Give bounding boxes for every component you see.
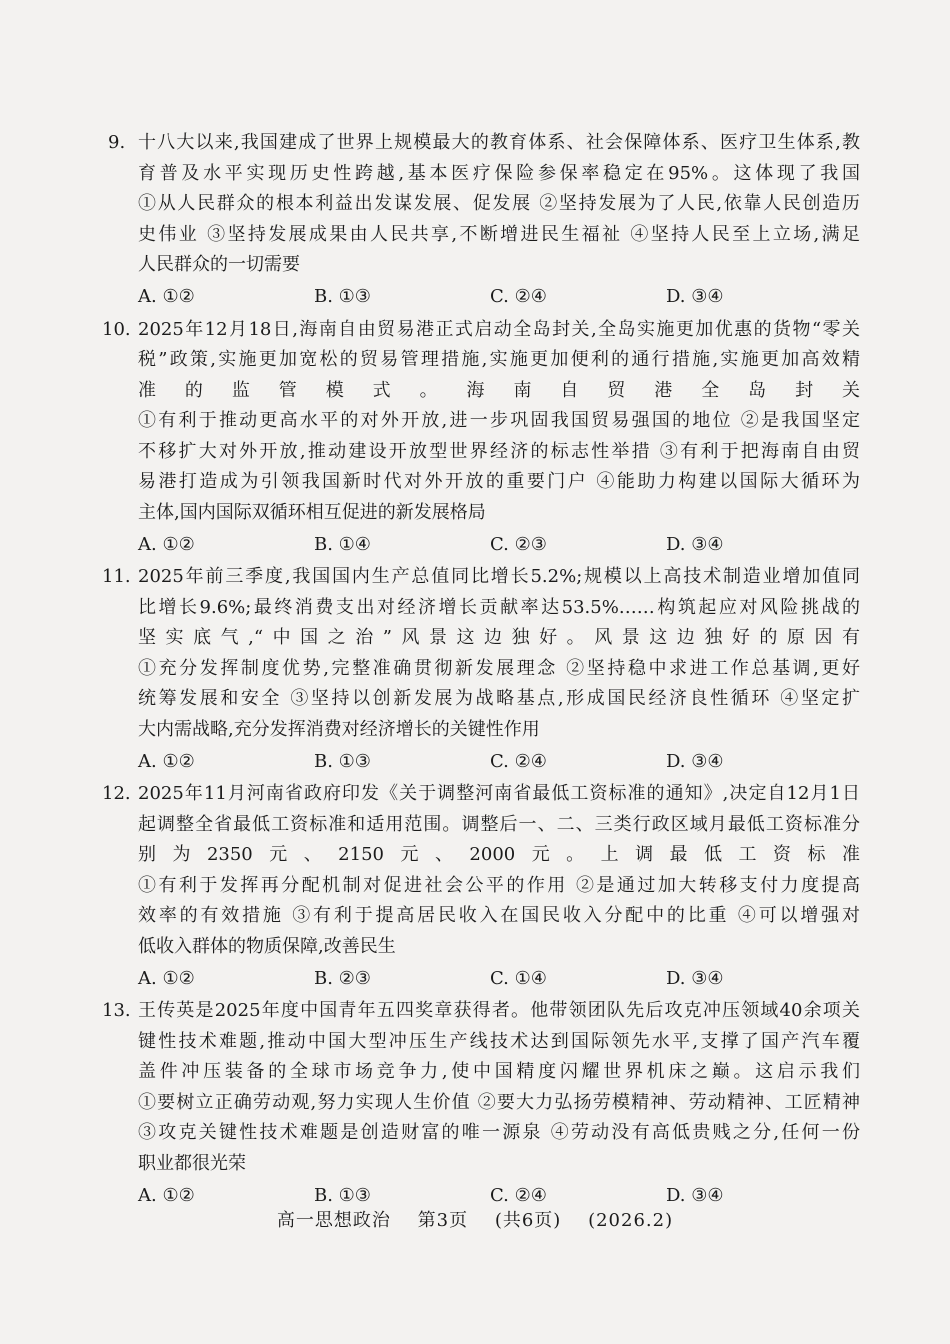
question-stem-first-line bbox=[100, 779, 860, 810]
answer-options bbox=[100, 745, 860, 777]
question-stem-line: 低收入群体的物质保障,改善民生 bbox=[138, 935, 396, 957]
answer-option-d: D. ③④ bbox=[666, 967, 724, 989]
answer-option-a: A. ①② bbox=[138, 967, 195, 989]
question-stem-line: 坚实底气,“中国之治”风景这边独好。风景这边独好的原因有 bbox=[138, 627, 860, 648]
question-stem-first-line bbox=[100, 128, 860, 159]
question-9 bbox=[100, 128, 860, 313]
page-footer bbox=[0, 1206, 950, 1232]
answer-option-b: B. ①③ bbox=[314, 1184, 371, 1206]
question-stem-line: 主体,国内国际双循环相互促进的新发展格局 bbox=[138, 501, 486, 523]
question-stem-line: 大内需战略,充分发挥消费对经济增长的关键性作用 bbox=[138, 718, 540, 740]
answer-options bbox=[100, 962, 860, 994]
question-stem-line: 统筹发展和安全 ③坚持以创新发展为战略基点,形成国民经济良性循环 ④坚定扩 bbox=[138, 688, 860, 709]
question-stem-line: 职业都很光荣 bbox=[138, 1152, 246, 1174]
question-stem-line: ①要树立正确劳动观,努力实现人生价值 ②要大力弘扬劳模精神、劳动精神、工匠精神 bbox=[138, 1091, 860, 1113]
answer-option-b: B. ①③ bbox=[314, 286, 371, 307]
answer-option-c: C. ①④ bbox=[490, 967, 547, 989]
answer-options bbox=[100, 528, 860, 560]
question-stem-text: 2025年前三季度,我国国内生产总值同比增长5.2%;规模以上高技术制造业增加值同 bbox=[138, 566, 860, 587]
question-10 bbox=[100, 315, 860, 561]
answer-option-c: C. ②④ bbox=[490, 286, 547, 307]
question-stem-text: 2025年12月18日,海南自由贸易港正式启动全岛封关,全岛实施更加优惠的货物“零关 bbox=[138, 318, 860, 340]
answer-option-c: C. ②③ bbox=[490, 533, 547, 555]
question-list bbox=[100, 128, 860, 1213]
answer-option-a: A. ①② bbox=[138, 533, 195, 555]
answer-option-b: B. ①④ bbox=[314, 533, 371, 555]
question-number: 11. bbox=[102, 566, 131, 587]
question-stem-line: 准的监管模式。海南自贸港全岛封关 bbox=[138, 379, 860, 401]
question-stem-line: 史伟业 ③坚持发展成果由人民共享,不断增进民生福祉 ④坚持人民至上立场,满足 bbox=[138, 223, 860, 245]
question-stem-first-line bbox=[100, 562, 860, 593]
question-stem-line: ①充分发挥制度优势,完整准确贯彻新发展理念 ②坚持稳中求进工作总基调,更好 bbox=[138, 657, 860, 679]
footer-page-number: 第3页 bbox=[417, 1210, 469, 1231]
answer-option-a: A. ①② bbox=[138, 286, 195, 307]
answer-option-d: D. ③④ bbox=[666, 533, 724, 555]
question-stem-line: 盖件冲压装备的全球市场竞争力,使中国精度闪耀世界机床之巅。这启示我们 bbox=[138, 1061, 860, 1082]
footer-total-pages: (共6页) bbox=[494, 1210, 562, 1231]
question-stem-line: ①有利于发挥再分配机制对促进社会公平的作用 ②是通过加大转移支付力度提高 bbox=[138, 874, 860, 896]
question-stem-line: ①有利于推动更高水平的对外开放,进一步巩固我国贸易强国的地位 ②是我国坚定 bbox=[138, 410, 860, 431]
answer-option-a: A. ①② bbox=[138, 1184, 195, 1206]
question-stem-first-line bbox=[100, 996, 860, 1027]
question-stem-line: ③攻克关键性技术难题是创造财富的唯一源泉 ④劳动没有高低贵贱之分,任何一份 bbox=[138, 1122, 860, 1143]
question-stem-text: 王传英是2025年度中国青年五四奖章获得者。他带领团队先后攻克冲压领域40余项关 bbox=[138, 1000, 860, 1021]
question-stem-line: 育普及水平实现历史性跨越,基本医疗保险参保率稳定在95%。这体现了我国 bbox=[138, 162, 860, 184]
answer-option-d: D. ③④ bbox=[666, 1184, 724, 1206]
question-stem-line: 人民群众的一切需要 bbox=[138, 254, 300, 275]
question-number: 10. bbox=[102, 318, 131, 340]
question-stem-line: 比增长9.6%;最终消费支出对经济增长贡献率达53.5%……构筑起应对风险挑战的 bbox=[138, 596, 860, 618]
footer-subject: 高一思想政治 bbox=[276, 1210, 391, 1231]
question-13 bbox=[100, 996, 860, 1211]
question-stem-text: 2025年11月河南省政府印发《关于调整河南省最低工资标准的通知》,决定自12月1日 bbox=[138, 783, 860, 804]
question-stem-line: 键性技术难题,推动中国大型冲压生产线技术达到国际领先水平,支撑了国产汽车覆 bbox=[138, 1030, 860, 1052]
question-stem-line: 起调整全省最低工资标准和适用范围。调整后一、二、三类行政区域月最低工资标准分 bbox=[138, 813, 860, 835]
question-stem-line: 税”政策,实施更加宽松的贸易管理措施,实施更加便利的通行措施,实施更加高效精 bbox=[138, 349, 860, 370]
answer-option-b: B. ①③ bbox=[314, 750, 371, 772]
question-stem-line: 不移扩大对外开放,推动建设开放型世界经济的标志性举措 ③有利于把海南自由贸 bbox=[138, 440, 860, 462]
question-stem-line: 易港打造成为引领我国新时代对外开放的重要门户 ④能助力构建以国际大循环为 bbox=[138, 471, 860, 492]
answer-option-d: D. ③④ bbox=[666, 286, 724, 307]
question-stem-first-line bbox=[100, 315, 860, 346]
footer-date: (2026.2) bbox=[588, 1210, 674, 1231]
question-number: 13. bbox=[102, 1000, 131, 1021]
question-stem-line: 效率的有效措施 ③有利于提高居民收入在国民收入分配中的比重 ④可以增强对 bbox=[138, 905, 860, 926]
answer-option-c: C. ②④ bbox=[490, 1184, 547, 1206]
answer-option-b: B. ②③ bbox=[314, 967, 371, 989]
question-12 bbox=[100, 779, 860, 994]
question-11 bbox=[100, 562, 860, 777]
question-stem-line: 别为2350元、2150元、2000元。上调最低工资标准 bbox=[138, 844, 860, 865]
question-stem-line: ①从人民群众的根本利益出发谋发展、促发展 ②坚持发展为了人民,依靠人民创造历 bbox=[138, 193, 860, 214]
question-number: 12. bbox=[102, 783, 131, 804]
question-number: 9. bbox=[108, 132, 126, 153]
answer-option-d: D. ③④ bbox=[666, 750, 724, 772]
answer-option-c: C. ②④ bbox=[490, 750, 547, 772]
question-stem-text: 十八大以来,我国建成了世界上规模最大的教育体系、社会保障体系、医疗卫生体系,教 bbox=[138, 132, 860, 153]
answer-option-a: A. ①② bbox=[138, 750, 195, 772]
answer-options bbox=[100, 281, 860, 313]
